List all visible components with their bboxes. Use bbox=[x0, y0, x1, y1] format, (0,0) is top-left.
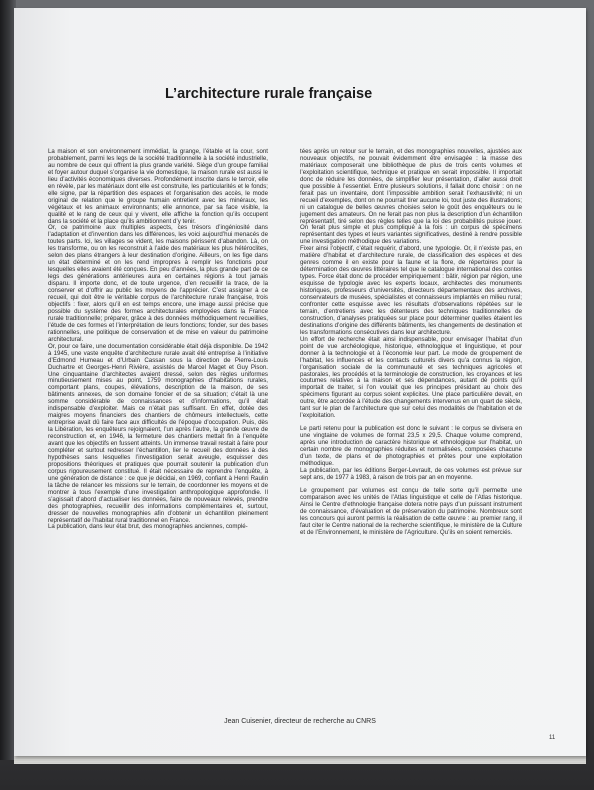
page-number: 11 bbox=[549, 735, 556, 741]
paragraph: tées après un retour sur le terrain, et des monographies nouvelles, ajustées aux nouveaux objectifs, ne pouvait évidemment être envisagée : la masse des matériaux composerait une bibliothèque de plus de trois cents volumes et l’exploitation scientifique, technique et pratique en serait impossible. Il importait donc de réduire les données, de simplifier leur présentation, d’aller aussi droit que possible à l’essentiel. Entre plusieurs solutions, il fallait donc choisir : on ne ferait pas un inventaire, dont l’impossible ambition serait l’exhaustivité; ni un recueil d’exemples, dont on ne pourrait tirer aucune loi, tout juste des illustrations; ni un catalogue de belles œuvres choisies selon le goût des enquêteurs ou le jugement des amateurs. On ne ferait pas non plus la description d’un échantillon représentatif, tiré selon des règles telles que la loi des probabilités puisse jouer. On ferait plus simple et plus compliqué à la fois : un corpus de spécimens représentant des types et leurs variantes significatives, destiné à rendre possible une investigation méthodique des variations. bbox=[300, 148, 522, 246]
text-column-left bbox=[48, 149, 268, 531]
paragraph: La publication, par les éditions Berger-Levrault, de ces volumes est prévue sur sept ans, de 1977 à 1983, à raison de trois par an en moyenne. bbox=[300, 466, 522, 481]
author-signature: Jean Cuisenier, directeur de recherche au CNRS bbox=[224, 718, 376, 725]
paragraph: Le parti retenu pour la publication est donc le suivant : le corpus se divisera en une vingtaine de volumes de format 23,5 x 29,5. Chaque volume comprend, après une introduction de caractère historique et ethnologique sur l’habitat, un certain nombre de monographies réduites et normalisées, composées chacune d’un texte, de plans et de photographies et prêtes pour une exploitation méthodique. bbox=[300, 425, 522, 467]
paragraph: La publication, dans leur état brut, des monographies anciennes, complé- bbox=[48, 523, 248, 531]
paragraph: Or, pour ce faire, une documentation considérable était déjà disponible. De 1942 à 1945, une vaste enquête d’architecture rurale avait été entreprise à l’initiative d’Edmond Humeau et d’Urbain Cassan sous la direction de Pierre-Louis Duchartre et Georges-Henri Rivière, assistés de Marcel Maget et Guy Pison. Une cinquantaine d’architectes avaient dressé, selon des règles uniformes minutieusement mises au point, 1759 monographies d’habitations rurales, comportant plans, coupes, élévations, description de la maison, de ses bâtiments annexes, de son domaine foncier et de sa situation; c’était là une somme considérable de connaissances et d’informations, qu’il était indispensable d’exploiter. Mais ce n’était pas suffisant. En effet, dotée des maigres moyens financiers des chantiers de chômeurs intellectuels, cette entreprise avait dû faire face aux difficultés de l’époque d’occupation. Puis, dès la Libération, les enquêteurs rejoignaient, l’un après l’autre, la grande œuvre de reconstruction et, en 1946, la fermeture des chantiers mettait fin à l’enquête avant que les objectifs en fussent atteints. Un immense travail restait à faire pour compléter et surtout redresser l’échantillon, lier le recueil des données à des hypothèses sans lesquelles l’investigation serait aveugle, esquisser des propositions théoriques et pratiques que pourrait soutenir la publication d’un corpus rigoureusement constitué. Il était nécessaire de reprendre l’enquête, à une génération de distance : ce que je décidai, en 1969, confiant à Henri Raulin la tâche de relancer les missions sur le terrain, de coordonner les moyens et de montrer à tous l’exemple d’une investigation anthropologique approfondie. Il s’agissait d’abord d’actualiser les données, faire de nouveaux relevés, prendre des photographies, recueillir des informations complémentaires et, surtout, dresser de nouvelles monographies afin d’obtenir un échantillon pleinement représentatif de l’habitat rural traditionnel en France. bbox=[48, 342, 268, 524]
paragraph: Fixer ainsi l’objectif, c’était requérir, d’abord, une typologie. Or, il n’existe pas, en matière d’habitat et d’architecture rurale, de classification des espèces et des genres comme il en existe pour la faune et la flore, de répertoires pour la détermination des œuvres littéraires tel que le catalogue international des contes types. Force était donc de procéder empiriquement : bâtir, région par région, une esquisse de typologie avec les experts locaux, architectes des monuments historiques, professeurs d’universités, directeurs départementaux des archives, conservateurs de musées, spécialistes et connaisseurs implantés en milieu rural; confronter cette esquisse avec les résultats d’observations répétées sur le terrain, d’entretiens avec les détenteurs des techniques traditionnelles de construction, d’analyses pratiquées sur place pour déterminer quelles étaient les destinations d’origine des différents bâtiments, les changements de destination et les transformations consécutives dans leur architecture. bbox=[300, 245, 522, 336]
text-column-right bbox=[300, 149, 522, 536]
paragraph: Le groupement par volumes est conçu de telle sorte qu’il permette une comparaison avec les unités de l’Atlas linguistique et celle de l’Atlas historique. Ainsi le Centre d’ethnologie française dotera notre pays d’un puissant instrument de connaissance, d’évaluation et de préservation du patrimoine. Nombreux sont les concours qui auront permis la réalisation de cette œuvre : au premier rang, il faut citer le Centre national de la recherche scientifique, le ministère de la Culture et de l’Environnement, le ministère de l’Agriculture. Qu’ils en soient remerciés. bbox=[300, 486, 522, 536]
paragraph: La maison et son environnement immédiat, la grange, l’étable et la cour, sont probablement, parmi les legs de la société traditionnelle à la société industrielle, au nombre de ceux qui offrent la plus grande variété. Siège d’un groupe familial et foyer autour duquel s’organise la vie domestique, la maison rurale est aussi le lieu d’activités économiques diverses. Profondément inscrite dans le terroir, elle en révèle, par les matériaux dont elle est construite, les particularités et le fonds; elle signe, par la répartition des espaces et l’organisation des accès, le mode original de relation que le groupe humain entretient avec les minéraux, les végétaux et les animaux environnants; elle annonce, par sa face visible, la qualité et le rang de ceux qui y vivent, elle affiche la fonction qu’ils occupent dans la société et la place qu’ils ambitionnent d’y tenir. bbox=[48, 148, 268, 225]
paragraph: Un effort de recherche était ainsi indispensable, pour envisager l’habitat d’un point de vue archéologique, historique, ethnologique et linguistique, et pour donner à la technologie et à l’économie leur part. Le mode de groupement de l’habitat, les influences et les contacts culturels divers qu’a connus la région, l’organisation sociale de la communauté et ses techniques agricoles et pastorales, les procédés et la terminologie de construction, les croyances et les coutumes relatives à la maison et ses dépendances, autant de points qu’il importait de traiter, si l’on voulait que les principes présidant au choix des spécimens figurant au corpus soient explicites. Une place particulière devait, en outre, être accordée à l’étude des changements intervenus en un quart de siècle, tant sur le plan de l’architecture que sur celui des modalités de l’habitation et de l’exploitation. bbox=[300, 335, 522, 420]
paragraph: Or, ce patrimoine aux multiples aspects, ces trésors d’ingéniosité dans l’adaptation et d’invention dans les différences, les voici aujourd’hui menacés de toutes parts. Ici, les villages se vident, les maisons périssent d’abandon. Là, on les transforme, ou on les reconstruit à l’aide des matériaux les plus hétéroclites, selon des plans étrangers à leur destination d’origine. Ailleurs, on les fige dans un état déterminé et on les rend impropres à remplir les fonctions pour lesquelles elles avaient été conçues. En peu d’années, la plus grande part de ce legs des générations antérieures aura en certaines régions à tout jamais disparu. Il importe donc, et de toute urgence, d’en recueillir la trace, de la conserver et d’offrir au public les moyens de l’apprécier. C’est assigner à ce recueil, qui doit être le véritable corpus de l’architecture rurale française, trois objectifs : fixer, alors qu’il en est temps encore, une image aussi précise que possible du système des formes architecturales employées dans la France rurale traditionnelle; préparer, grâce à des données méthodiquement recueillies, l’étude de ces formes et l’interprétation de leurs fonctions; fonder, sur des bases rationnelles, une politique de conservation et de mise en valeur du patrimoine architectural. bbox=[48, 224, 268, 343]
page-title: L’architecture rurale française bbox=[165, 86, 373, 102]
